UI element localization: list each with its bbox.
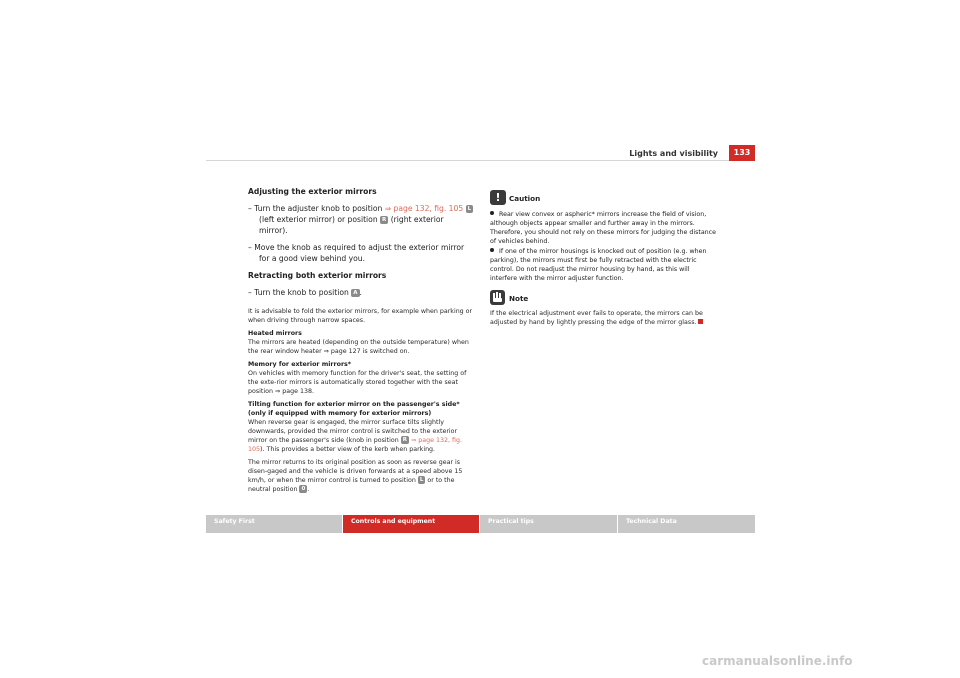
tab-controls-equipment[interactable]: Controls and equipment xyxy=(343,515,479,533)
key-r: R xyxy=(382,217,387,223)
caution-label: Caution xyxy=(509,194,541,203)
para-heated: The mirrors are heated (depending on the outside temperature) when the rear window heater ⇒ page 127 is switched on. xyxy=(248,339,469,355)
key-l: L xyxy=(419,477,424,483)
heading-adjusting-mirrors: Adjusting the exterior mirrors xyxy=(248,187,377,196)
note-hand-icon xyxy=(490,290,505,305)
section-end-icon xyxy=(698,319,703,324)
key-0: 0 xyxy=(301,486,306,492)
caution-header xyxy=(490,190,716,206)
caution-bullet-1: Rear view convex or aspheric* mirrors increase the field of vision, although objects appear smaller and further away in the mirrors. Therefore, you should not rely on these mirrors for judging the distance of vehicles behind. xyxy=(490,211,717,245)
key-r: R xyxy=(402,437,407,443)
left-column xyxy=(248,186,474,494)
watermark: carmanualsonline.info xyxy=(702,654,853,668)
header-rule xyxy=(206,160,729,161)
heading-memory: Memory for exterior mirrors* xyxy=(248,361,352,368)
tab-practical-tips[interactable]: Practical tips xyxy=(480,515,617,533)
para-mirror-returns: The mirror returns to its original position as soon as reverse gear is disen-gaged and the vehicle is driven forwards at a speed above 15 km/h, or when the mirror control is turned to position L or to the neutral position 0 . xyxy=(248,459,463,493)
warning-icon: ! xyxy=(490,190,506,205)
heading-retracting: Retracting both exterior mirrors xyxy=(248,271,387,280)
caution-bullet-2: If one of the mirror housings is knocked out of position (e.g. when parking), the mirrors must first be fully retracted with the electric control. Do not readjust the mirror housing by hand, as this will interfere with the mirror adjuster function. xyxy=(490,248,707,282)
page-link[interactable]: ⇒ page 132, fig. 105 xyxy=(248,437,462,453)
key-l: L xyxy=(467,206,472,212)
tab-safety-first[interactable]: Safety First xyxy=(206,515,342,533)
bullet-icon xyxy=(490,211,494,215)
note-text: If the electrical adjustment ever fails to operate, the mirrors can be adjusted by hand by lightly pressing the edge of the mirror glass. xyxy=(490,310,703,326)
bullet-icon xyxy=(490,248,494,252)
note-header xyxy=(490,290,716,306)
step-move-knob: – Move the knob as required to adjust the exterior mirror for a good view behind you. xyxy=(248,243,465,263)
page-number: 133 xyxy=(729,145,755,161)
footer-nav xyxy=(206,515,755,533)
para-tilting: When reverse gear is engaged, the mirror surface tilts slightly downwards, provided the mirror control is switched to the exterior mirror on the passenger's side (knob in position R ⇒ page 132, fig. 105). This provides a better view of the kerb when parking. xyxy=(248,419,462,453)
step-adjuster-knob: – Turn the adjuster knob to position ⇒ page 132, fig. 105 L (left exterior mirror) or position R (right exterior mirror). xyxy=(248,204,472,235)
note-label: Note xyxy=(509,294,529,303)
running-header: Lights and visibility xyxy=(629,149,718,158)
heading-tilting: Tilting function for exterior mirror on the passenger's side* (only if equipped with memory for exterior mirrors) xyxy=(248,401,460,417)
page-link[interactable]: ⇒ page 132, fig. 105 xyxy=(384,204,464,213)
para-memory: On vehicles with memory function for the driver's seat, the setting of the exte-rior mirrors is automatically stored together with the seat position ⇒ page 138. xyxy=(248,370,467,395)
para-fold-mirrors: It is advisable to fold the exterior mirrors, for example when parking or when driving through narrow spaces. xyxy=(248,308,473,324)
tab-technical-data[interactable]: Technical Data xyxy=(618,515,755,533)
key-a: A xyxy=(353,290,358,296)
heading-heated: Heated mirrors xyxy=(248,330,302,337)
step-turn-knob: – Turn the knob to position A . xyxy=(248,288,362,297)
right-column xyxy=(490,190,716,327)
